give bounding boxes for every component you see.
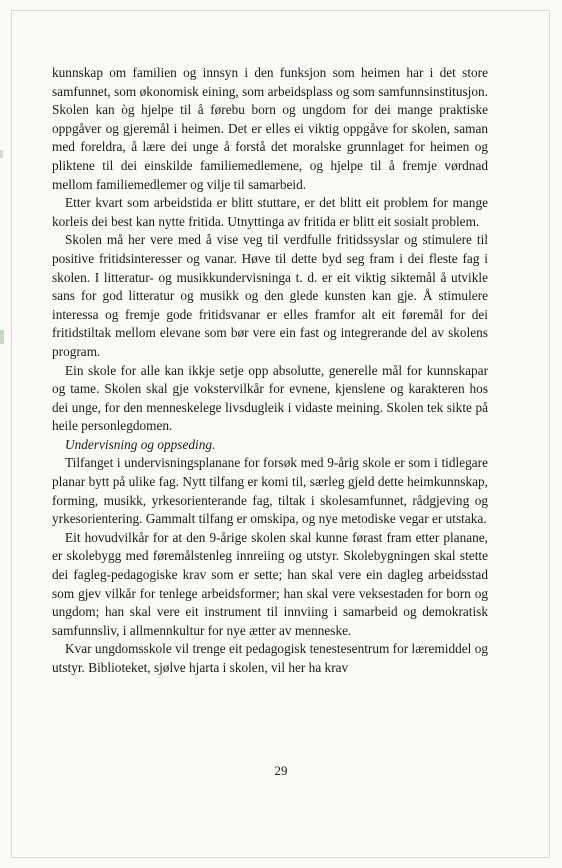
paragraph: Eit hovudvilkår for at den 9-årige skolen skal kunne førast fram etter planane, er skolebygg med føremålstenleg innreiing og utstyr. Skolebygningen skal stette dei fagleg-pedagogiske krav som er sette; han skal vere ein dagleg arbeidsstad som gjev vilkår for tenlege arbeidsformer; han skal vere veksestaden for born og ungdom; han skal vere eit instrument til innviing i samarbeid og demokratisk samfunnsliv, i allmennkultur for nye ætter av menneske.	[52, 529, 488, 638]
paragraph: Kvar ungdomsskole vil trenge eit pedagogisk tenestesentrum for læremiddel og utstyr. Biblioteket, sjølve hjarta i skolen, vil her ha krav	[52, 641, 488, 675]
paragraph: Etter kvart som arbeidstida er blitt stuttare, er det blitt eit problem for mange korleis dei best kan nytte fritida. Utnyttinga av fritida er blitt eit sosialt problem.	[52, 195, 488, 229]
paragraph: Skolen må her vere med å vise veg til verdfulle fritidssyslar og stimulere til positive fritidsinteresser og vanar. Høve til dette byd seg fram i dei fleste fag i skolen. I litteratur- og musikkundervisninga t. d. er eit viktig siktemål å utvikle sans for god litteratur og musikk og den glede kunsten kan gje. Å stimulere interessa og fremje gode fritidsvanar er elles framfor alt eit føremål for dei fritidstiltak mellom elevane som bør vere ein fast og integrerande del av skolens program.	[52, 232, 488, 359]
scan-mark	[0, 150, 3, 158]
document-body	[52, 64, 488, 678]
paragraph: kunnskap om familien og innsyn i den funksjon som heimen har i det store samfunnet, som økonomisk eining, som arbeidsplass og som samfunnsinstitusjon. Skolen kan òg hjelpe til å førebu born og ungdom for dei mange praktiske oppgåver og gjeremål i heimen. Det er elles ei viktig oppgåve for skolen, saman med foreldra, å lære dei unge å forstå det moralske grunnlaget for heimen og pliktene til dei einskilde familiemedlemene, og hjelpe til å fremje vørdnad mellom familiemedlemer og vilje til samarbeid.	[52, 65, 488, 192]
scan-mark	[0, 330, 4, 344]
paragraph: Tilfanget i undervisningsplanane for forsøk med 9-årig skole er som i tidlegare planar bytt på ulike fag. Nytt tilfang er komi til, særleg gjeld dette heimkunnskap, forming, musikk, yrkesorienterande fag, tiltak i skolesamfunnet, rådgjeving og yrkesorientering. Gammalt tilfang er omskipa, og nye metodiske vegar er utstaka.	[52, 455, 488, 527]
page-number: 29	[274, 763, 288, 778]
paragraph: Ein skole for alle kan ikkje setje opp absolutte, generelle mål for kunnskapar og tame. Skolen skal gje vokstervilkår for evnene, kjenslene og karakteren hos dei unge, for den menneskelege livsdugleik i vidaste meining. Skolen tek sikte på heile personlegdomen.	[52, 362, 488, 434]
section-heading: Undervisning og oppseding.	[65, 436, 216, 452]
